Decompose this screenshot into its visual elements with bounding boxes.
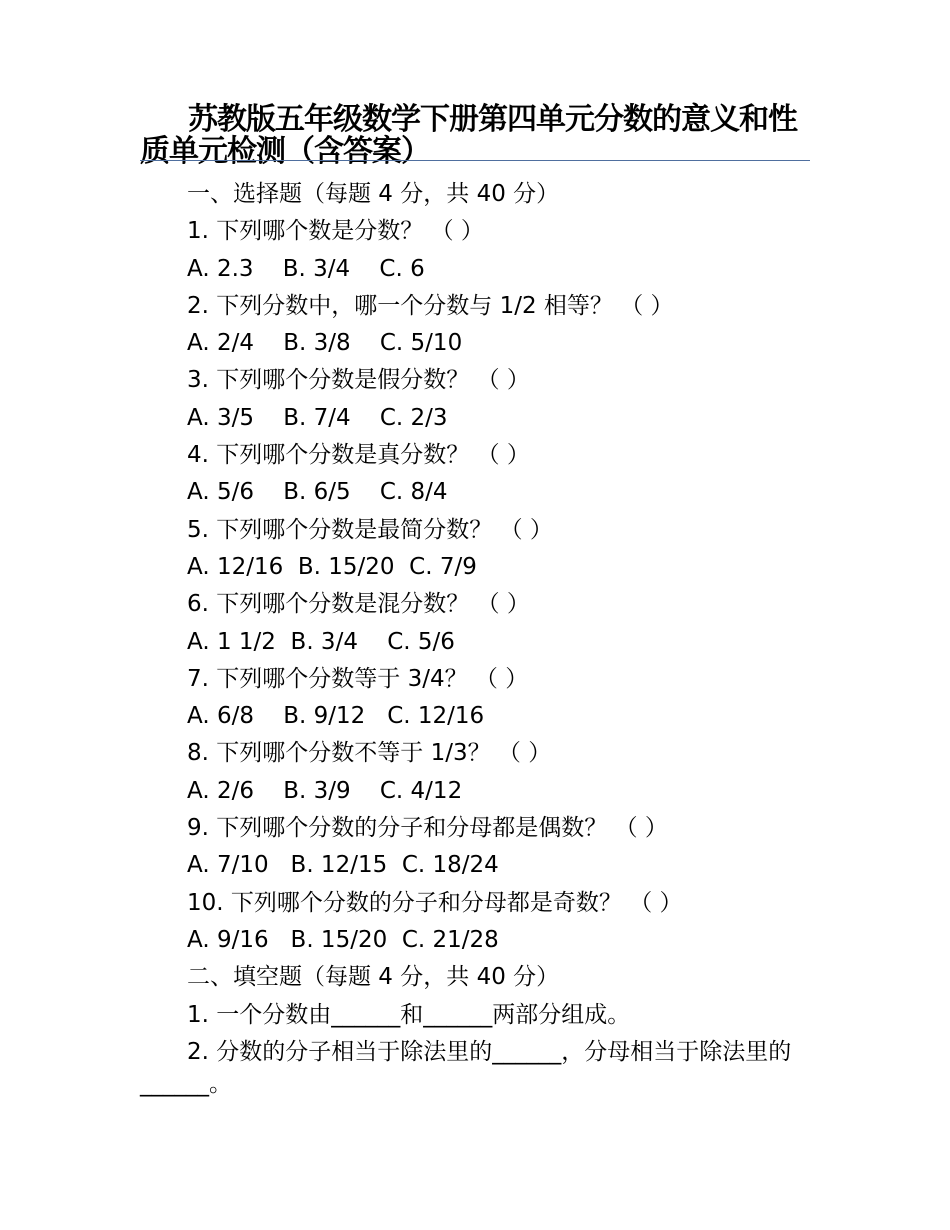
question-6: 6. 下列哪个分数是混分数？ （ ）	[187, 591, 530, 618]
title-underline	[140, 160, 810, 161]
question-10-options: A. 9/16 B. 15/20 C. 21/28	[187, 926, 499, 953]
question-9-options: A. 7/10 B. 12/15 C. 18/24	[187, 852, 499, 879]
section-heading-fill: 二、填空题（每题 4 分，共 40 分）	[187, 964, 560, 991]
question-7-options: A. 6/8 B. 9/12 C. 12/16	[187, 703, 485, 730]
question-7: 7. 下列哪个分数等于 3/4？ （ ）	[187, 665, 529, 692]
question-lines	[187, 176, 827, 1034]
question-8-options: A. 2/6 B. 3/9 C. 4/12	[187, 777, 463, 804]
question-2-options: A. 2/4 B. 3/8 C. 5/10	[187, 330, 463, 357]
question-10: 10. 下列哪个分数的分子和分母都是奇数？ （ ）	[187, 889, 683, 916]
fill-question-2: 2. 分数的分子相当于除法里的______，分母相当于除法里的______。	[140, 1039, 792, 1097]
question-5: 5. 下列哪个分数是最简分数？ （ ）	[187, 516, 553, 543]
fill-question-1: 1. 一个分数由______和______两部分组成。	[187, 1001, 631, 1028]
question-9: 9. 下列哪个分数的分子和分母都是偶数？ （ ）	[187, 815, 668, 842]
question-4: 4. 下列哪个分数是真分数？ （ ）	[187, 442, 530, 469]
question-2: 2. 下列分数中，哪一个分数与 1/2 相等？ （ ）	[187, 292, 674, 319]
question-4-options: A. 5/6 B. 6/5 C. 8/4	[187, 479, 448, 506]
question-3: 3. 下列哪个分数是假分数？ （ ）	[187, 367, 530, 394]
question-5-options: A. 12/16 B. 15/20 C. 7/9	[187, 553, 477, 580]
question-3-options: A. 3/5 B. 7/4 C. 2/3	[187, 404, 448, 431]
question-6-options: A. 1 1/2 B. 3/4 C. 5/6	[187, 628, 455, 655]
document-title: 苏教版五年级数学下册第四单元分数的意义和性质单元检测（含答案）	[140, 102, 797, 169]
section-heading-choice: 一、选择题（每题 4 分，共 40 分）	[187, 181, 560, 207]
question-1: 1. 下列哪个数是分数？ （ ）	[187, 218, 484, 245]
question-1-options: A. 2.3 B. 3/4 C. 6	[187, 255, 425, 282]
question-8: 8. 下列哪个分数不等于 1/3？ （ ）	[187, 740, 552, 767]
